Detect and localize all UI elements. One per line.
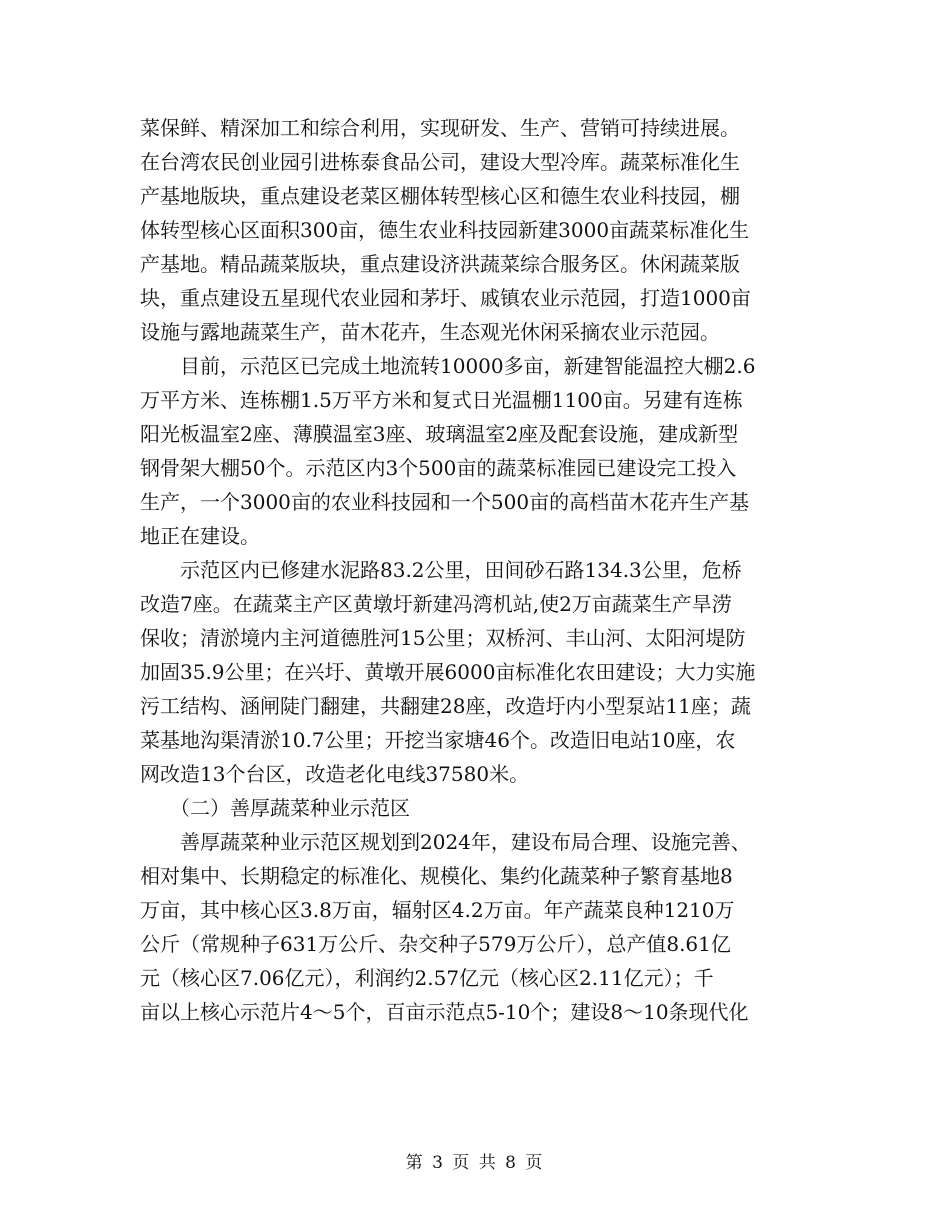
section-heading: （二）善厚蔬菜种业示范区 bbox=[140, 796, 410, 820]
text-line: 元（核心区7.06亿元），利润约2.57亿元（核心区2.11亿元）；千 bbox=[140, 966, 714, 990]
text-line: 加固35.9公里；在兴圩、黄墩开展6000亩标准化农田建设；大力实施 bbox=[140, 660, 756, 684]
text-line: 菜基地沟渠清淤10.7公里；开挖当家塘46个。改造旧电站10座，农 bbox=[140, 728, 736, 752]
text-line: 网改造13个台区，改造老化电线37580米。 bbox=[140, 762, 530, 786]
text-line: 污工结构、涵闸陡门翻建，共翻建28座，改造圩内小型泵站11座；蔬 bbox=[140, 694, 751, 718]
page-number-label: 第 3 页 共 8 页 bbox=[405, 1153, 545, 1173]
text-line: 菜保鲜、精深加工和综合利用，实现研发、生产、营销可持续进展。 bbox=[140, 116, 740, 140]
text-line: 目前，示范区已完成土地流转10000多亩，新建智能温控大棚2.6 bbox=[140, 354, 756, 378]
text-line: 改造7座。在蔬菜主产区黄墩圩新建冯湾机站,使2万亩蔬菜生产旱涝 bbox=[140, 592, 732, 616]
text-line: 地正在建设。 bbox=[140, 524, 260, 548]
text-line: 善厚蔬菜种业示范区规划到2024年，建设布局合理、设施完善、 bbox=[140, 830, 751, 854]
text-line: 万平方米、连栋棚1.5万平方米和复式日光温棚1100亩。另建有连栋 bbox=[140, 388, 743, 412]
page-footer bbox=[0, 1152, 950, 1174]
text-line: 块，重点建设五星现代农业园和茅圩、戚镇农业示范园，打造1000亩 bbox=[140, 286, 751, 310]
text-line: 公斤（常规种子631万公斤、杂交种子579万公斤），总产值8.61亿 bbox=[140, 932, 731, 956]
text-line: 万亩，其中核心区3.8万亩，辐射区4.2万亩。年产蔬菜良种1210万 bbox=[140, 898, 735, 922]
text-line: 设施与露地蔬菜生产，苗木花卉，生态观光休闲采摘农业示范园。 bbox=[140, 320, 720, 344]
text-line: 钢骨架大棚50个。示范区内3个500亩的蔬菜标准园已建设完工投入 bbox=[140, 456, 737, 480]
text-line: 保收；清淤境内主河道德胜河15公里；双桥河、丰山河、太阳河堤防 bbox=[140, 626, 746, 650]
text-line: 阳光板温室2座、薄膜温室3座、玻璃温室2座及配套设施，建成新型 bbox=[140, 422, 739, 446]
text-line: 亩以上核心示范片4～5个，百亩示范点5-10个；建设8～10条现代化 bbox=[140, 1000, 749, 1024]
text-line: 示范区内已修建水泥路83.2公里，田间砂石路134.3公里，危桥 bbox=[140, 558, 742, 582]
text-line: 相对集中、长期稳定的标准化、规模化、集约化蔬菜种子繁育基地8 bbox=[140, 864, 733, 888]
text-line: 产基地。精品蔬菜版块，重点建设济洪蔬菜综合服务区。休闲蔬菜版 bbox=[140, 252, 740, 276]
text-line: 生产，一个3000亩的农业科技园和一个500亩的高档苗木花卉生产基 bbox=[140, 490, 750, 514]
body-text bbox=[140, 112, 810, 1028]
text-line: 体转型核心区面积300亩，德生农业科技园新建3000亩蔬菜标准化生 bbox=[140, 218, 750, 242]
text-line: 产基地版块，重点建设老菜区棚体转型核心区和德生农业科技园，棚 bbox=[140, 184, 740, 208]
text-line: 在台湾农民创业园引进栋泰食品公司，建设大型冷库。蔬菜标准化生 bbox=[140, 150, 740, 174]
